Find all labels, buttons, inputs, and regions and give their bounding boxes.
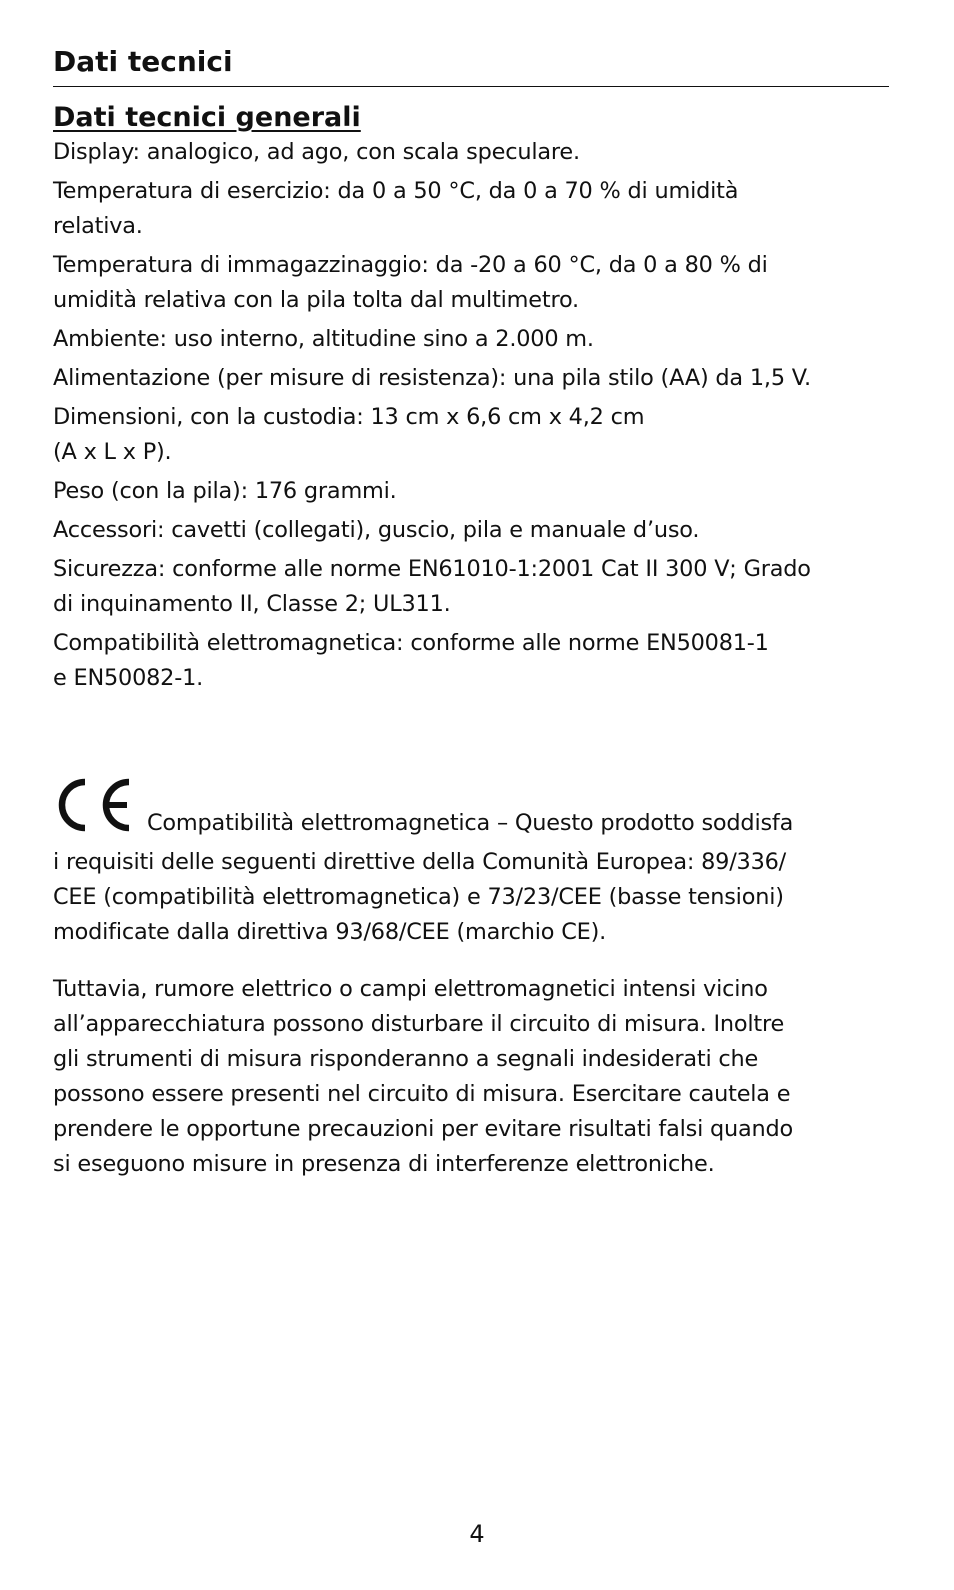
specs-list bbox=[53, 135, 889, 696]
spec-weight: Peso (con la pila): 176 grammi. bbox=[53, 478, 397, 504]
ce-notice-text: Compatibilità elettromagnetica – Questo prodotto soddisfa i requisiti delle seguenti direttive della Comunità Europea: 89/336/ CEE (compatibilità elettromagnetica) e 73/23/CEE (basse tensioni) modificate dalla direttiva 93/68/CEE (marchio CE). bbox=[53, 810, 794, 945]
document-page bbox=[53, 44, 889, 1186]
spec-display: Display: analogico, ad ago, con scala speculare. bbox=[53, 139, 580, 165]
spec-emc: Compatibilità elettromagnetica: conforme alle norme EN50081-1 e EN50082-1. bbox=[53, 630, 769, 691]
ce-notice bbox=[53, 706, 889, 950]
page-title: Dati tecnici bbox=[53, 44, 889, 87]
spec-operating-temperature: Temperatura di esercizio: da 0 a 50 °C, da 0 a 70 % di umidità relativa. bbox=[53, 178, 739, 239]
ce-mark-icon bbox=[53, 741, 133, 845]
emi-warning-paragraph: Tuttavia, rumore elettrico o campi elettromagnetici intensi vicino all’apparecchiatura possono disturbare il circuito di misura. Inoltre gli strumenti di misura risponderanno a segnali indesiderati che possono essere presenti nel circuito di misura. Esercitare cautela e prendere le opportune precauzioni per evitare risultati falsi quando si eseguono misure in presenza di interferenze elettroniche. bbox=[53, 976, 794, 1178]
spec-safety: Sicurezza: conforme alle norme EN61010-1:2001 Cat II 300 V; Grado di inquinamento II, Classe 2; UL311. bbox=[53, 556, 811, 617]
spec-environment: Ambiente: uso interno, altitudine sino a 2.000 m. bbox=[53, 326, 594, 352]
spec-dimensions: Dimensioni, con la custodia: 13 cm x 6,6 cm x 4,2 cm (A x L x P). bbox=[53, 404, 645, 465]
page-number: 4 bbox=[469, 1520, 485, 1548]
spec-power-supply: Alimentazione (per misure di resistenza): una pila stilo (AA) da 1,5 V. bbox=[53, 365, 811, 391]
spec-storage-temperature: Temperatura di immagazzinaggio: da -20 a 60 °C, da 0 a 80 % di umidità relativa con la pila tolta dal multimetro. bbox=[53, 252, 768, 313]
section-title: Dati tecnici generali bbox=[53, 102, 361, 133]
spec-accessories: Accessori: cavetti (collegati), guscio, pila e manuale d’uso. bbox=[53, 517, 700, 543]
